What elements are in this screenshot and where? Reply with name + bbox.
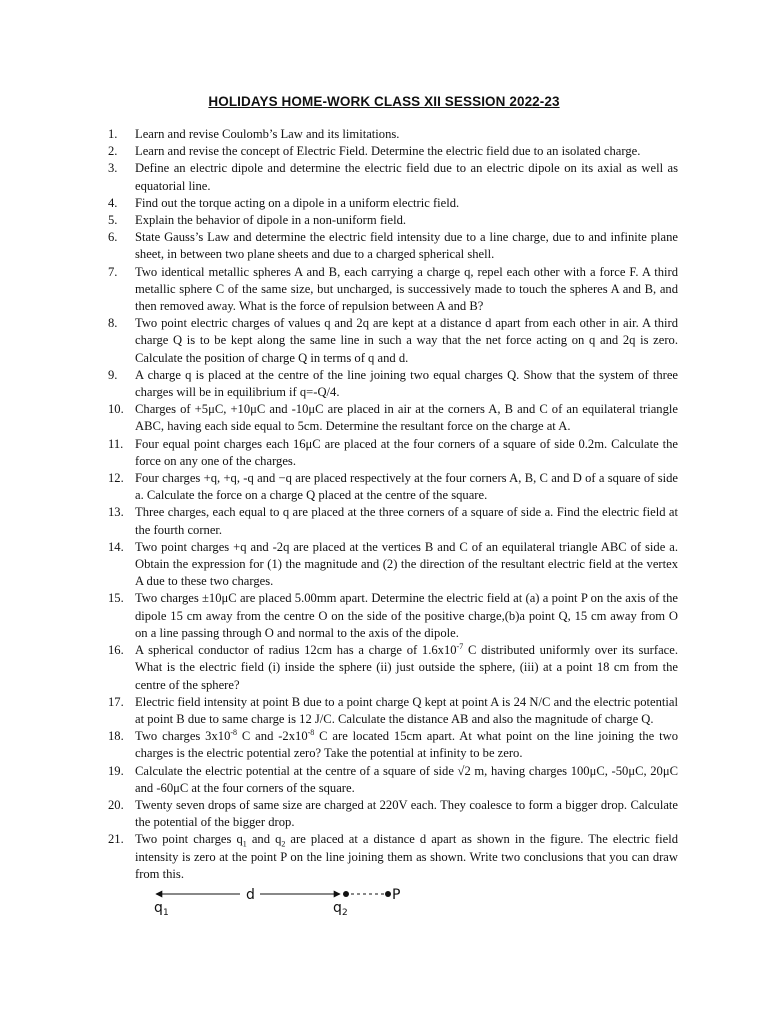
question-text xyxy=(135,504,678,538)
question-text xyxy=(135,195,678,212)
question-text xyxy=(135,212,678,229)
question-text xyxy=(135,367,678,401)
question-text xyxy=(135,229,678,263)
question-item xyxy=(108,642,678,694)
question-item xyxy=(108,694,678,728)
question-number: 20. xyxy=(108,797,124,812)
question-text-part: Define an electric dipole and determine the electric field due to an electric dipole on its axial as well as equatorial line. xyxy=(135,161,678,193)
question-number: 1. xyxy=(108,127,118,141)
question-text-part: Learn and revise Coulomb’s Law and its limitations. xyxy=(135,127,400,141)
question-number: 15. xyxy=(108,591,124,606)
question-item xyxy=(108,504,678,538)
question-item xyxy=(108,143,678,160)
question-item xyxy=(108,126,678,143)
question-item xyxy=(108,264,678,316)
question-text xyxy=(135,539,678,591)
question-text-part: Twenty seven drops of same size are charged at 220V each. They coalesce to form a bigger drop. Calculate the potential of the bigger drop. xyxy=(135,797,678,830)
question-number: 9. xyxy=(108,367,118,382)
question-number: 3. xyxy=(108,161,118,176)
question-text-part: Two point electric charges of values q and 2q are kept at a distance d apart from each other in air. A third charge Q is to be kept along the same line in such a way that the net force acting on q and 2q is zero. Calculate the position of charge Q in terms of q and d. xyxy=(135,316,678,365)
question-number: 2. xyxy=(108,144,118,159)
question-number: 16. xyxy=(108,643,124,658)
question-text xyxy=(135,401,678,435)
question-text xyxy=(135,694,678,728)
question-text xyxy=(135,436,678,470)
question-text xyxy=(135,728,678,762)
question-text-part: A charge q is placed at the centre of the line joining two equal charges Q. Show that the system of three charges will be in equilibrium if q=-Q/4. xyxy=(135,367,678,400)
question-number: 11. xyxy=(108,436,124,451)
question-text-part: -8 xyxy=(307,727,315,737)
question-text xyxy=(135,797,678,831)
question-text-part: 2 xyxy=(281,839,286,849)
question-text-part: C and -2x10 xyxy=(237,729,308,744)
question-item xyxy=(108,367,678,401)
question-text xyxy=(135,470,678,504)
q2-label: q xyxy=(333,900,342,916)
question-list xyxy=(108,126,678,883)
question-text-part: Two point charges q xyxy=(135,832,243,847)
question-text-part: Three charges, each equal to q are placed at the three corners of a square of side a. Find the electric field at the fourth corner. xyxy=(135,505,678,537)
question-item xyxy=(108,470,678,504)
question-text-part: Four equal point charges each 16μC are placed at the four corners of a square of side 0.2m. Calculate the force on any one of the charges. xyxy=(135,436,678,468)
question-item xyxy=(108,401,678,435)
q2-subscript: 2 xyxy=(342,908,348,918)
question-text-part: Learn and revise the concept of Electric Field. Determine the electric field due to an isolated charge. xyxy=(135,144,641,159)
question-text xyxy=(135,315,678,367)
question-text-part: -8 xyxy=(230,727,238,737)
question-text xyxy=(135,642,678,694)
question-text xyxy=(135,160,678,194)
question-text xyxy=(135,143,678,160)
question-text-part: Calculate the electric potential at the centre of a square of side √2 m, having charges 100μC, -50μC, 20μC and -60μC at the four corners of the square. xyxy=(135,763,678,795)
question-text-part: Find out the torque acting on a dipole in a uniform electric field. xyxy=(135,195,460,210)
question-text-part: -7 xyxy=(456,641,464,651)
question-number: 8. xyxy=(108,316,118,331)
question-text-part: Two charges 3x10 xyxy=(135,729,231,744)
charge-q2-dot xyxy=(343,891,349,897)
question-text-part: C are located 15cm apart. At what point on the line joining the two charges is the electric potential zero? Take the potential at infinity to be zero. xyxy=(135,729,678,761)
question-item xyxy=(108,590,678,642)
question-text-part: Charges of +5μC, +10μC and -10μC are placed in air at the corners A, B and C of an equilateral triangle ABC, having each side equal to 5cm. Determine the resultant force on the charge at A. xyxy=(135,402,678,434)
question-item xyxy=(108,436,678,470)
question-text-part: Explain the behavior of dipole in a non-uniform field. xyxy=(135,213,407,228)
question-item xyxy=(108,195,678,212)
question-item xyxy=(108,797,678,831)
question-text xyxy=(135,264,678,316)
question-text-part: A spherical conductor of radius 12cm has a charge of 1.6x10 xyxy=(135,643,457,658)
q1-label: q xyxy=(154,900,163,916)
question-text-part: are placed at a distance d apart as shown in the figure. The electric field intensity is zero at the point P on the line joining them as shown. Write two conclusions that you can draw from this. xyxy=(135,832,679,881)
question-number: 5. xyxy=(108,213,118,228)
question-text-part: Electric field intensity at point B due to a point charge Q kept at point A is 24 N/C and the electric potential at point B due to same charge is 12 J/C. Calculate the distance AB and also the magnitude of charge Q. xyxy=(135,694,678,726)
question-item xyxy=(108,160,678,194)
question-item xyxy=(108,212,678,229)
question-item xyxy=(108,831,678,883)
question-number: 14. xyxy=(108,539,124,554)
question-text-part: Four charges +q, +q, -q and −q are placed respectively at the four corners A, B, C and D of a square of side a. Calculate the force on a charge Q placed at the centre of the square. xyxy=(135,471,678,503)
question-text-part: State Gauss’s Law and determine the electric field intensity due to a line charge, due to and infinite plane sheet, in between two plane sheets and due to a charged spherical shell. xyxy=(135,230,678,262)
question-number: 18. xyxy=(108,729,124,744)
q1-subscript: 1 xyxy=(163,908,169,918)
question-text xyxy=(135,590,678,642)
question-item xyxy=(108,229,678,263)
question-text-part: Two identical metallic spheres A and B, each carrying a charge q, repel each other with a force F. A third metallic sphere C of the same size, but uncharged, is successively made to touch the spheres A and B, and then removed away. What is the force of repulsion between A and B? xyxy=(135,264,678,314)
question-text-part: C distributed uniformly over its surface. What is the electric field (i) inside the sphere (ii) just outside the sphere, (iii) at a point 18 cm from the centre of the sphere? xyxy=(135,643,678,692)
question-number: 7. xyxy=(108,264,118,279)
question-item xyxy=(108,315,678,367)
question-text xyxy=(135,831,678,883)
charge-diagram xyxy=(150,882,410,916)
question-text-part: 1 xyxy=(242,839,247,849)
question-number: 13. xyxy=(108,505,124,520)
page-title: HOLIDAYS HOME-WORK CLASS XII SESSION 2022-23 xyxy=(208,94,560,109)
question-item xyxy=(108,763,678,797)
question-text-part: Two point charges +q and -2q are placed at the vertices B and C of an equilateral triangle ABC of side a. Obtain the expression for (1) the magnitude and (2) the direction of the resultant electric field at the vertex A due to these two charges. xyxy=(135,539,678,589)
question-number: 17. xyxy=(108,694,124,709)
question-text xyxy=(135,763,678,797)
question-item xyxy=(108,539,678,591)
question-text-part: Two charges ±10μC are placed 5.00mm apart. Determine the electric field at (a) a point P on the axis of the dipole 15 cm away from the centre O on the side of the positive charge,(b)a point Q, 15 cm away from O on a line passing through O and normal to the axis of the dipole. xyxy=(135,591,678,640)
distance-label: d xyxy=(246,887,255,903)
question-number: 10. xyxy=(108,402,124,417)
question-text-part: and q xyxy=(246,832,282,847)
question-number: 21. xyxy=(108,832,124,847)
charge-figure xyxy=(150,882,410,916)
point-p-label: P xyxy=(392,887,401,903)
question-number: 19. xyxy=(108,763,124,778)
question-text xyxy=(135,126,678,143)
point-p-dot xyxy=(385,891,391,897)
question-item xyxy=(108,728,678,762)
question-number: 6. xyxy=(108,230,118,245)
question-number: 12. xyxy=(108,471,124,486)
question-number: 4. xyxy=(108,195,118,210)
